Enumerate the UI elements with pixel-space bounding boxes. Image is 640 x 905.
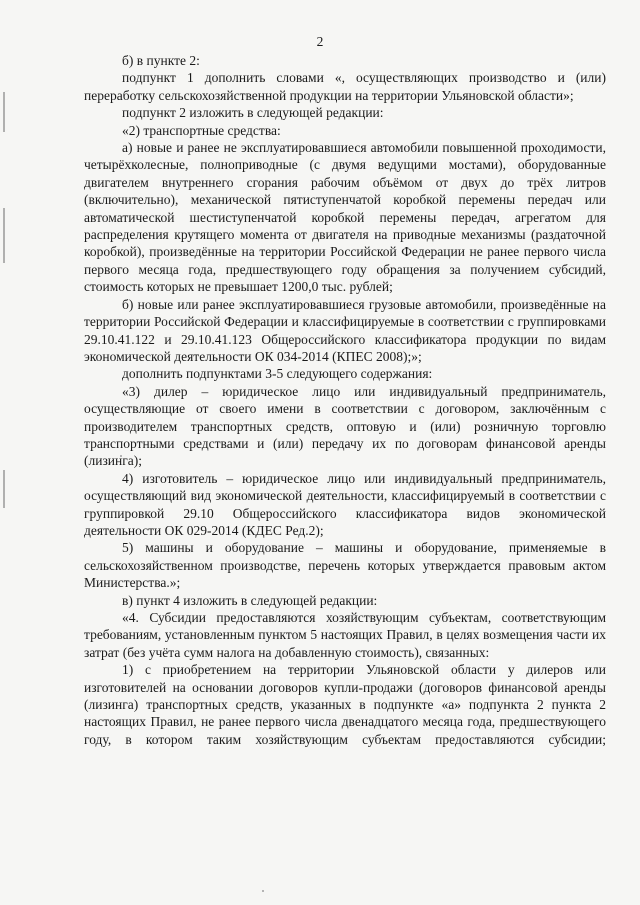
paragraph-add-subpoints: дополнить подпунктами 3-5 следующего содержания: bbox=[122, 366, 433, 382]
paragraph-dealer-definition: «3) дилер – юридическое лицо или индивидуальный предприниматель, осуществляющие от своего имени в соответствии с договором, заключённым с производителем транспортных средств, оптовую и (или) розничную торговлю транспортными средствами и (или) передачу их по договорам финансовой аренды (лизинга); bbox=[84, 383, 606, 469]
document-body bbox=[84, 52, 606, 748]
paragraph-subpoint-1-amend: подпункт 1 дополнить словами «, осуществляющих производство и (или) переработку сельскохозяйственной продукции на территории Ульяновской области»; bbox=[84, 70, 606, 103]
scan-edge-mark bbox=[3, 208, 5, 263]
paragraph-point-4-item-1: 1) с приобретением на территории Ульяновской области у дилеров или изготовителей на основании договоров купли-продажи (договоров финансовой аренды (лизинга) транспортных средств, указанных в подпункте «а» подпункта 2 пункта 2 настоящих Правил, не ранее первого числа двенадцатого месяца года, предшествующего году, в котором таким хозяйствующим субъектам предоставляются субсидии; bbox=[84, 662, 606, 747]
paragraph-subpoint-2-intro: подпункт 2 изложить в следующей редакции: bbox=[122, 105, 384, 121]
paragraph-transport-heading: «2) транспортные средства: bbox=[122, 122, 281, 138]
paragraph-item-b: б) новые или ранее эксплуатировавшиеся грузовые автомобили, произведённые на территории Российской Федерации и классифицируемые в соответствии с группировками 29.10.41.122 и 29.10.41.123 Общероссийского классификатора продукции по видам экономической деятельности ОК 034-2014 (КПЕС 2008);»; bbox=[84, 296, 606, 364]
scan-edge-mark bbox=[3, 92, 5, 132]
page-number: 2 bbox=[316, 34, 324, 49]
paragraph-v-point-4: в) пункт 4 изложить в следующей редакции: bbox=[122, 592, 378, 608]
paragraph-point-4-subsidies: «4. Субсидии предоставляются хозяйствующим субъектам, соответствующим требованиям, установленным пунктом 5 настоящих Правил, в целях возмещения части их затрат (без учёта сумм налога на добавленную стоимость), связанных: bbox=[84, 610, 606, 660]
paragraph-manufacturer-definition: 4) изготовитель – юридическое лицо или индивидуальный предприниматель, осуществляющий вид экономической деятельности, классифицируемый в соответствии с группировкой 29.10 Общероссийского классификатора видов экономической деятельности ОК 029-2014 (КДЕС Ред.2); bbox=[84, 470, 606, 538]
paragraph-machinery-definition: 5) машины и оборудование – машины и оборудование, применяемые в сельскохозяйственном производстве, перечень которых утверждается правовым актом Министерства.»; bbox=[84, 540, 606, 591]
paragraph-b-point-2: б) в пункте 2: bbox=[122, 53, 200, 68]
paragraph-item-a: а) новые и ранее не эксплуатировавшиеся автомобили повышенной проходимости, четырёхколесные, полноприводные (с двумя ведущими мостами), оборудованные двигателем внутреннего сгорания рабочим объёмом от двух до трёх литров (включительно), механической пятиступенчатой коробкой перемены передач или автоматической шестиступенчатой коробкой перемены передач, агрегатом для распределения крутящего момента от двигателя на приводные механизмы (раздаточной коробкой), произведённые на территории Российской Федерации не ранее первого числа первого месяца года, предшествующего году обращения за получением субсидий, стоимость которых не превышает 1200,0 тыс. рублей; bbox=[84, 140, 606, 295]
scan-edge-mark bbox=[3, 470, 5, 508]
scan-speck bbox=[262, 890, 264, 892]
